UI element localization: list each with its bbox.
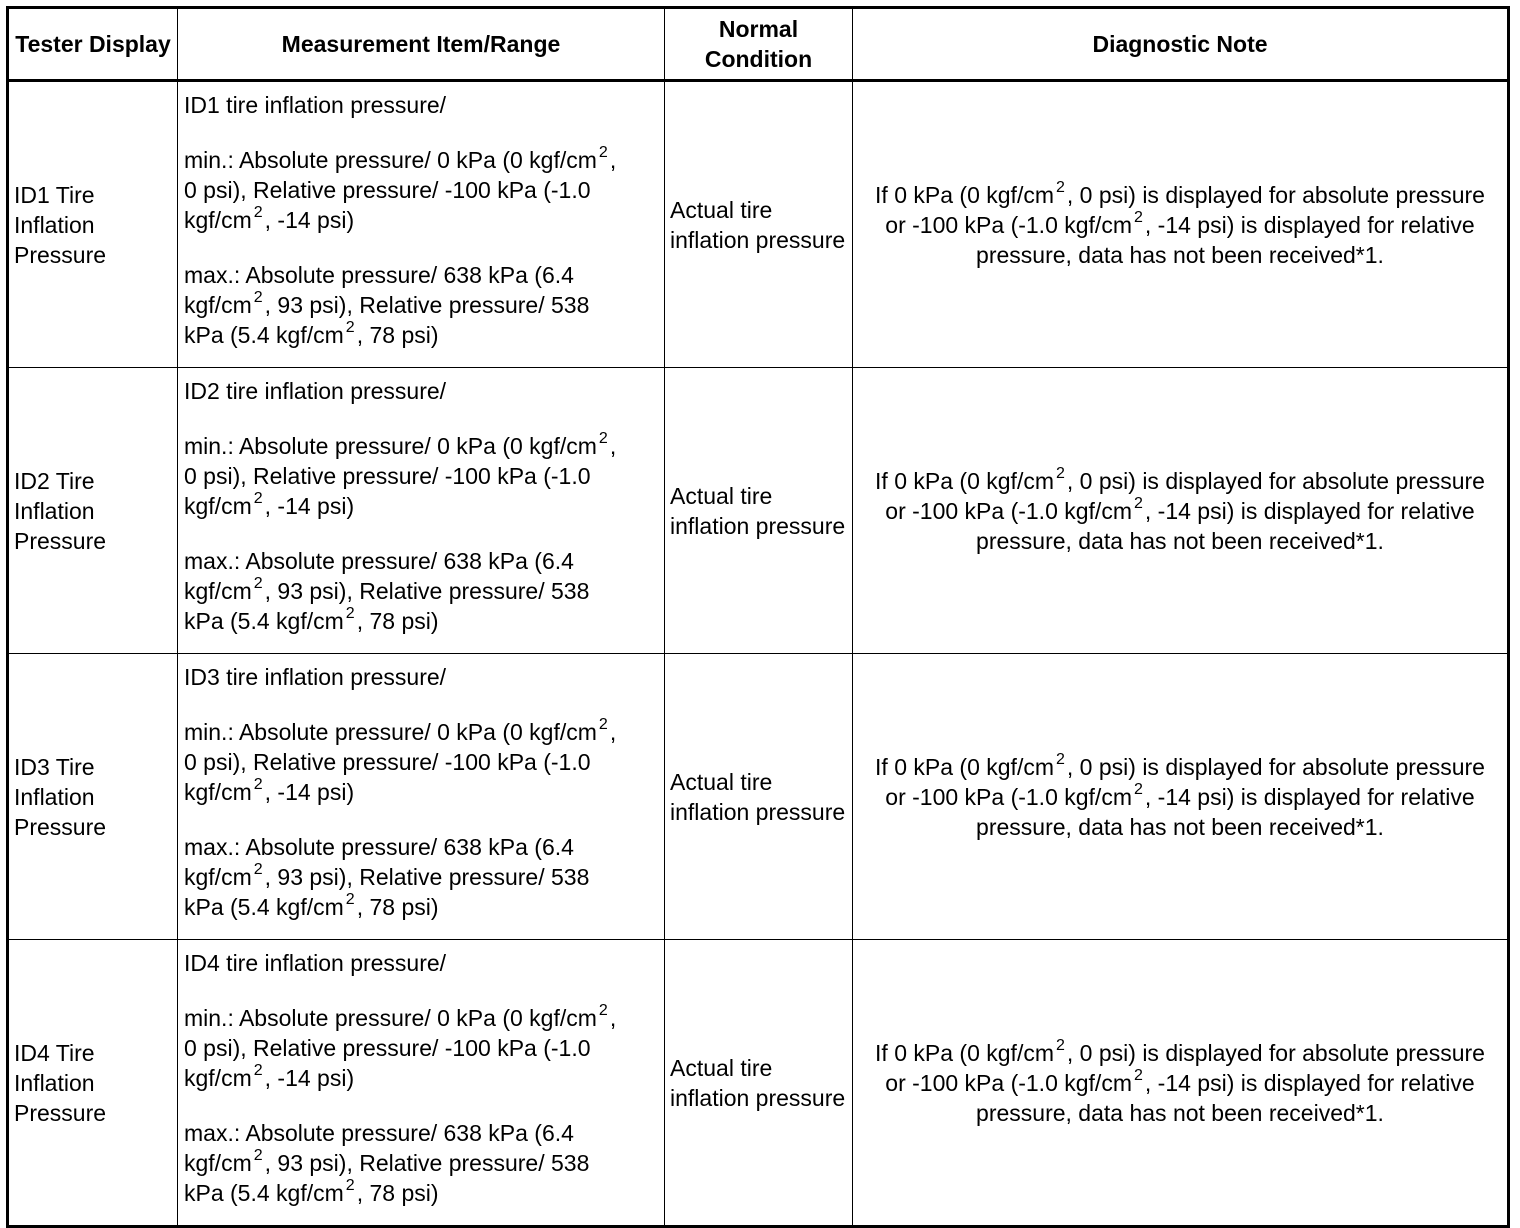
superscript-2: 2	[253, 204, 263, 222]
tester-display-cell	[8, 654, 178, 940]
superscript-2: 2	[345, 891, 355, 909]
item-title: ID1 tire inflation pressure/	[184, 92, 447, 118]
measurement-item-cell	[178, 940, 665, 1227]
normal-condition-cell	[665, 368, 853, 654]
superscript-2: 2	[1133, 208, 1143, 226]
item-min-range: min.: Absolute pressure/ 0 kPa (0 kgf/cm $^2$, 0 psi), Relative pressure/ -100 kPa (-1.0 kgf/cm $^2$, -14 psi)	[184, 1002, 617, 1091]
superscript-2: 2	[1133, 780, 1143, 798]
tester-display-cell	[8, 368, 178, 654]
normal-condition-text: Actual tire inflation pressure	[670, 768, 846, 825]
data-list-table	[6, 6, 1510, 1228]
superscript-2: 2	[253, 861, 263, 879]
table-row	[8, 940, 1509, 1227]
diagnostic-note-text: If 0 kPa (0 kgf/cm $^2$, 0 psi) is displayed for absolute pressure or -100 kPa (-1.0 kgf/cm $^2$, -14 psi) is displayed for relative pressure, data has not been received*1.	[875, 750, 1485, 840]
item-title: ID3 tire inflation pressure/	[184, 664, 447, 690]
diagnostic-note-cell	[853, 81, 1509, 368]
table-row	[8, 81, 1509, 368]
normal-condition-text: Actual tire inflation pressure	[670, 482, 846, 539]
normal-condition-cell	[665, 940, 853, 1227]
superscript-2: 2	[1133, 1066, 1143, 1084]
header-normal-condition: Normal Condition	[665, 8, 853, 81]
tester-display-text: ID3 Tire Inflation Pressure	[14, 753, 107, 840]
superscript-2: 2	[345, 605, 355, 623]
superscript-2: 2	[598, 144, 608, 162]
tester-display-text: ID1 Tire Inflation Pressure	[14, 181, 107, 268]
measurement-item-cell	[178, 654, 665, 940]
superscript-2: 2	[345, 1177, 355, 1195]
item-title: ID2 tire inflation pressure/	[184, 378, 447, 404]
superscript-2: 2	[253, 776, 263, 794]
tester-display-cell	[8, 81, 178, 368]
tester-display-cell	[8, 940, 178, 1227]
superscript-2: 2	[253, 1147, 263, 1165]
header-diagnostic-note: Diagnostic Note	[853, 8, 1509, 81]
item-min-range: min.: Absolute pressure/ 0 kPa (0 kgf/cm $^2$, 0 psi), Relative pressure/ -100 kPa (-1.0 kgf/cm $^2$, -14 psi)	[184, 144, 617, 233]
superscript-2: 2	[1056, 1036, 1065, 1054]
superscript-2: 2	[253, 289, 263, 307]
header-tester-display: Tester Display	[8, 8, 178, 81]
diagnostic-note-cell	[853, 654, 1509, 940]
superscript-2: 2	[1133, 494, 1143, 512]
diagnostic-note-cell	[853, 368, 1509, 654]
superscript-2: 2	[1056, 750, 1065, 768]
superscript-2: 2	[598, 430, 608, 448]
tester-display-text: ID4 Tire Inflation Pressure	[14, 1039, 107, 1126]
diagnostic-note-text: If 0 kPa (0 kgf/cm $^2$, 0 psi) is displayed for absolute pressure or -100 kPa (-1.0 kgf/cm $^2$, -14 psi) is displayed for relative pressure, data has not been received*1.	[875, 464, 1485, 554]
normal-condition-text: Actual tire inflation pressure	[670, 1054, 846, 1111]
normal-condition-text: Actual tire inflation pressure	[670, 196, 846, 253]
table-row	[8, 654, 1509, 940]
diagnostic-note-cell	[853, 940, 1509, 1227]
item-max-range: max.: Absolute pressure/ 638 kPa (6.4 kgf/cm $^2$, 93 psi), Relative pressure/ 538 kPa (5.4 kgf/cm $^2$, 78 psi)	[184, 262, 590, 348]
header-row	[8, 8, 1509, 81]
table-row	[8, 368, 1509, 654]
item-max-range: max.: Absolute pressure/ 638 kPa (6.4 kgf/cm $^2$, 93 psi), Relative pressure/ 538 kPa (5.4 kgf/cm $^2$, 78 psi)	[184, 1120, 590, 1206]
superscript-2: 2	[598, 1002, 608, 1020]
superscript-2: 2	[1056, 178, 1065, 196]
superscript-2: 2	[598, 716, 608, 734]
item-title: ID4 tire inflation pressure/	[184, 950, 447, 976]
item-min-range: min.: Absolute pressure/ 0 kPa (0 kgf/cm $^2$, 0 psi), Relative pressure/ -100 kPa (-1.0 kgf/cm $^2$, -14 psi)	[184, 716, 617, 805]
superscript-2: 2	[1056, 464, 1065, 482]
item-max-range: max.: Absolute pressure/ 638 kPa (6.4 kgf/cm $^2$, 93 psi), Relative pressure/ 538 kPa (5.4 kgf/cm $^2$, 78 psi)	[184, 834, 590, 920]
measurement-item-cell	[178, 81, 665, 368]
superscript-2: 2	[345, 319, 355, 337]
superscript-2: 2	[253, 1062, 263, 1080]
header-measurement-item: Measurement Item/Range	[178, 8, 665, 81]
superscript-2: 2	[253, 575, 263, 593]
diagnostic-note-text: If 0 kPa (0 kgf/cm $^2$, 0 psi) is displayed for absolute pressure or -100 kPa (-1.0 kgf/cm $^2$, -14 psi) is displayed for relative pressure, data has not been received*1.	[875, 178, 1485, 268]
normal-condition-cell	[665, 81, 853, 368]
tester-display-text: ID2 Tire Inflation Pressure	[14, 467, 107, 554]
normal-condition-cell	[665, 654, 853, 940]
measurement-item-cell	[178, 368, 665, 654]
item-max-range: max.: Absolute pressure/ 638 kPa (6.4 kgf/cm $^2$, 93 psi), Relative pressure/ 538 kPa (5.4 kgf/cm $^2$, 78 psi)	[184, 548, 590, 634]
diagnostic-note-text: If 0 kPa (0 kgf/cm $^2$, 0 psi) is displayed for absolute pressure or -100 kPa (-1.0 kgf/cm $^2$, -14 psi) is displayed for relative pressure, data has not been received*1.	[875, 1036, 1485, 1126]
item-min-range: min.: Absolute pressure/ 0 kPa (0 kgf/cm $^2$, 0 psi), Relative pressure/ -100 kPa (-1.0 kgf/cm $^2$, -14 psi)	[184, 430, 617, 519]
superscript-2: 2	[253, 490, 263, 508]
